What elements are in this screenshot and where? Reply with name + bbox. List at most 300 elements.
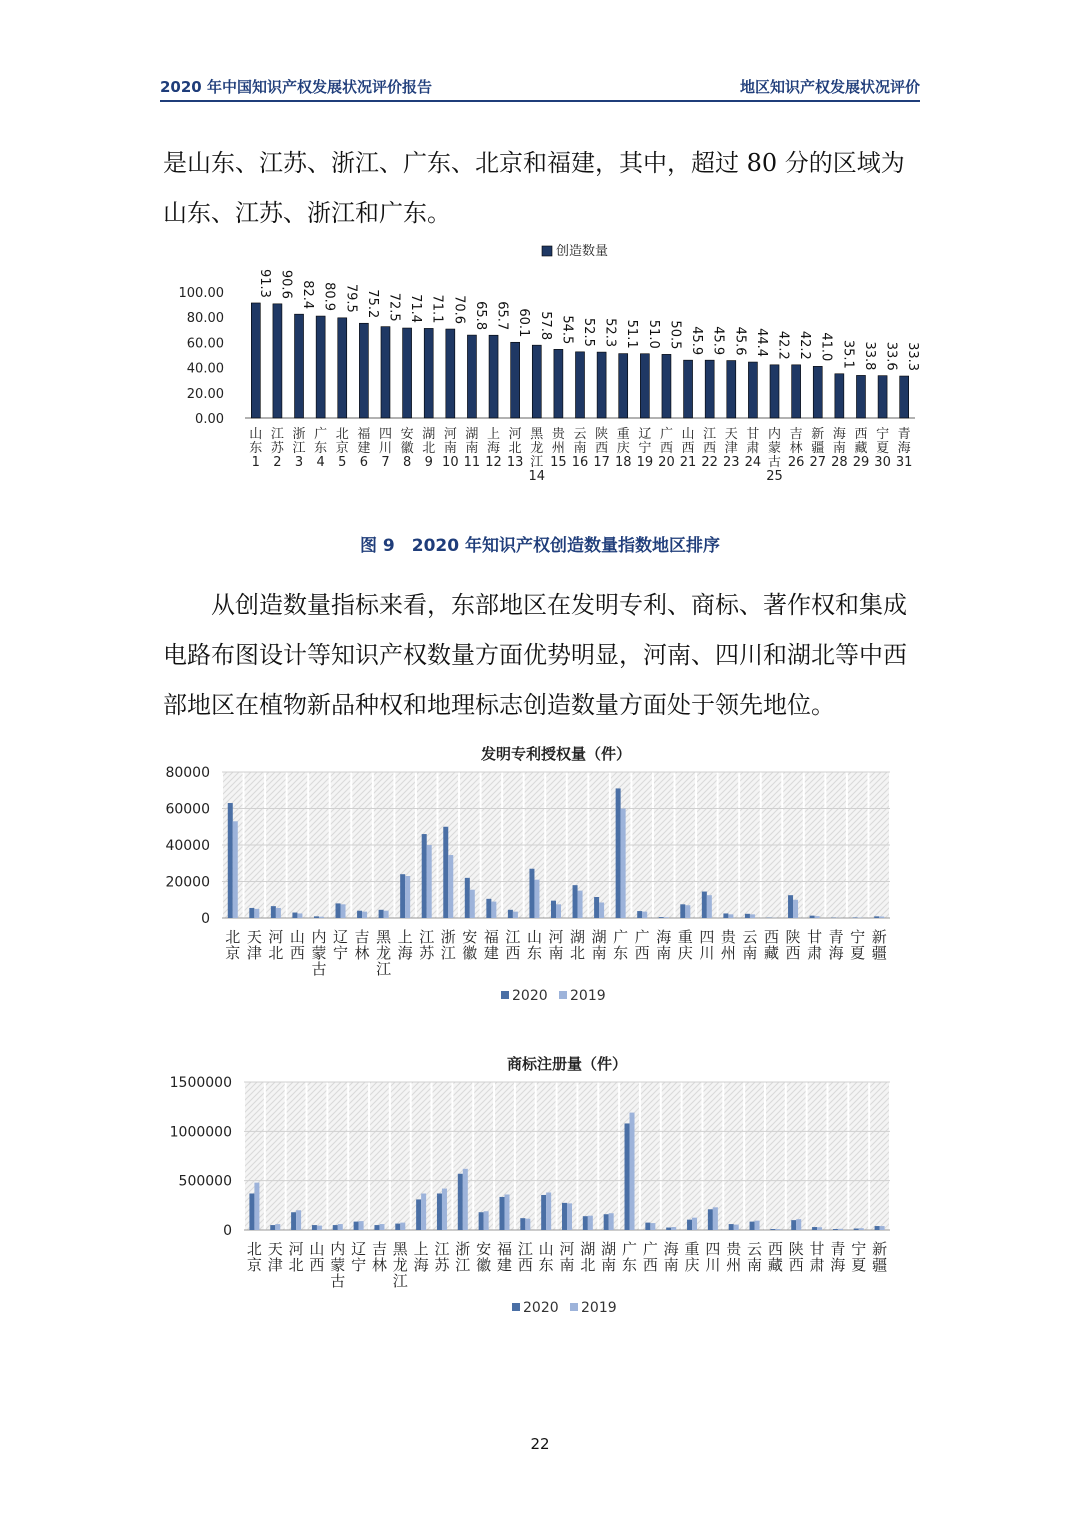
value-label: 65.7 xyxy=(494,301,510,331)
bar-2019 xyxy=(338,1224,343,1230)
bar-2019 xyxy=(621,809,626,919)
x-tick-label: 北京 xyxy=(246,1240,262,1274)
x-tick-label: 海南 28 xyxy=(831,427,848,470)
bar xyxy=(316,316,325,418)
value-label: 33.6 xyxy=(883,341,899,371)
header-report-title: 2020 年中国知识产权发展状况评价报告 xyxy=(160,78,432,96)
x-tick-label: 贵州 xyxy=(720,928,736,962)
value-label: 52.5 xyxy=(581,317,596,347)
bar-2020 xyxy=(680,904,685,918)
x-tick-label: 吉林 26 xyxy=(787,427,805,470)
bar-2020 xyxy=(659,917,664,918)
x-tick-label: 宁夏 xyxy=(850,928,866,962)
y-tick-label: 40.00 xyxy=(186,361,224,377)
y-tick-label: 80.00 xyxy=(186,311,224,327)
bar-2019 xyxy=(405,876,410,918)
bar-2020 xyxy=(594,897,599,918)
x-tick-label: 重庆 xyxy=(684,1240,700,1274)
bar-2020 xyxy=(551,901,556,918)
legend-swatch xyxy=(559,991,567,999)
x-tick-label: 天津 xyxy=(267,1240,283,1274)
y-tick-label: 20000 xyxy=(165,874,210,891)
x-tick-label: 青海 xyxy=(830,1240,846,1274)
bar xyxy=(467,335,476,418)
bar xyxy=(684,360,693,418)
x-tick-label: 山东 1 xyxy=(249,427,263,470)
bar-2019 xyxy=(362,912,367,918)
legend-label: 2020 xyxy=(523,1300,559,1316)
x-tick-label: 青海 xyxy=(828,928,844,962)
bar-2019 xyxy=(254,1183,259,1230)
bar-2019 xyxy=(484,1211,489,1230)
bar xyxy=(251,303,260,418)
bar-2020 xyxy=(354,1222,359,1230)
x-tick-label: 河南 xyxy=(559,1240,575,1274)
legend-swatch xyxy=(570,1303,578,1311)
x-tick-label: 福建 xyxy=(496,1240,512,1274)
y-tick-label: 80000 xyxy=(165,765,210,781)
bar-2019 xyxy=(463,1169,468,1230)
value-label: 90.6 xyxy=(278,269,294,299)
x-tick-label: 浙江 xyxy=(440,928,456,962)
grid-cell xyxy=(391,1082,410,1230)
x-tick-label: 广西 xyxy=(634,928,650,962)
bar-2019 xyxy=(319,917,324,918)
y-tick-label: 100.00 xyxy=(178,286,224,301)
x-tick-label: 天津 xyxy=(246,928,262,962)
value-label: 42.2 xyxy=(797,330,813,360)
bar-2019 xyxy=(859,1228,864,1230)
x-tick-label: 广东 4 xyxy=(314,427,328,470)
bar-2019 xyxy=(599,902,604,918)
bar-2020 xyxy=(666,1228,671,1230)
bar-2019 xyxy=(685,905,690,918)
legend-swatch xyxy=(542,246,552,256)
bar-2019 xyxy=(275,1224,280,1230)
bar xyxy=(662,354,671,418)
bar-2020 xyxy=(702,892,707,918)
x-tick-label: 新疆 xyxy=(872,1240,888,1274)
bar xyxy=(424,328,433,418)
x-tick-label: 福建 xyxy=(483,928,499,962)
x-tick-label: 山东 xyxy=(526,928,542,962)
x-tick-label: 山东 xyxy=(538,1240,554,1274)
grid-cell xyxy=(724,1082,743,1230)
bar-2020 xyxy=(520,1218,525,1230)
x-tick-label: 甘肃 xyxy=(807,928,823,962)
grid-cell xyxy=(516,1082,535,1230)
grid-cell xyxy=(349,1082,368,1230)
x-tick-label: 甘肃 xyxy=(809,1240,825,1274)
x-tick-label: 福建 6 xyxy=(357,427,371,470)
chart-title: 发明专利授权量（件） xyxy=(480,745,632,763)
x-tick-label: 内蒙古 xyxy=(311,928,327,978)
bar-2020 xyxy=(312,1225,317,1230)
x-tick-label: 内蒙古 xyxy=(330,1240,346,1290)
value-label: 60.1 xyxy=(516,308,532,338)
bar xyxy=(295,314,304,418)
x-tick-label: 辽宁 xyxy=(333,928,349,962)
x-tick-label: 辽宁 19 xyxy=(636,427,654,470)
bar-2019 xyxy=(297,913,302,918)
x-tick-label: 山西 21 xyxy=(679,427,697,470)
bar-2019 xyxy=(233,821,238,918)
bar-2020 xyxy=(395,1224,400,1230)
grid-cell xyxy=(766,1082,785,1230)
x-tick-label: 四川 xyxy=(699,928,715,962)
bar-2020 xyxy=(541,1195,546,1230)
bar-2020 xyxy=(422,834,427,918)
bar-2019 xyxy=(525,1219,530,1230)
x-tick-label: 上海 xyxy=(413,1240,429,1274)
bar-2019 xyxy=(400,1223,405,1230)
bar-2020 xyxy=(791,1220,796,1230)
bar-2020 xyxy=(357,911,362,918)
bar-2019 xyxy=(513,912,518,918)
bar-2019 xyxy=(815,916,820,918)
x-tick-label: 安徽 xyxy=(476,1240,492,1274)
x-tick-label: 新疆 xyxy=(871,928,887,962)
paragraph-2-text: 从创造数量指标来看，东部地区在发明专利、商标、著作权和集成电路布图设计等知识产权数量方面优势明显，河南、四川和湖北等中西部地区在植物新品种权和地理标志创造数量方面处于领先地位。 xyxy=(163,591,907,719)
x-tick-label: 西藏 xyxy=(767,1240,783,1274)
y-tick-label: 60.00 xyxy=(186,336,224,352)
bar-2020 xyxy=(270,1225,275,1230)
x-tick-label: 贵州 15 xyxy=(550,427,567,470)
value-label: 50.5 xyxy=(667,320,683,350)
bar xyxy=(619,354,628,418)
bar-2019 xyxy=(296,1210,301,1230)
bar-2020 xyxy=(374,1225,379,1230)
bar-2019 xyxy=(755,1221,760,1230)
bar-2019 xyxy=(750,914,755,918)
grid-cell xyxy=(745,1082,764,1230)
value-label: 45.6 xyxy=(732,326,748,356)
bar-2019 xyxy=(379,1224,384,1230)
x-tick-label: 河南 xyxy=(548,928,564,962)
bar-2019 xyxy=(546,1193,551,1230)
x-tick-label: 黑龙江 xyxy=(376,928,392,978)
value-label: 80.9 xyxy=(321,282,337,312)
x-tick-label: 湖北 9 xyxy=(422,427,436,470)
grid-cell xyxy=(578,1082,597,1230)
bar-2019 xyxy=(817,1227,822,1230)
bar-2020 xyxy=(854,1229,859,1230)
bar-2020 xyxy=(853,917,858,918)
creation-quantity-chart xyxy=(0,230,1080,525)
bar-2019 xyxy=(276,908,281,918)
header-section-title: 地区知识产权发展状况评价 xyxy=(739,78,920,96)
x-tick-label: 四川 xyxy=(705,1240,721,1274)
bar-2020 xyxy=(745,914,750,918)
x-tick-label: 湖北 xyxy=(580,1240,596,1274)
x-tick-label: 山西 xyxy=(309,1240,325,1274)
bar xyxy=(727,361,736,418)
x-tick-label: 北京 xyxy=(225,928,241,962)
grid-cell xyxy=(787,1082,806,1230)
bar-2020 xyxy=(788,895,793,918)
x-tick-label: 浙江 3 xyxy=(292,427,306,470)
bar-2020 xyxy=(379,910,384,918)
bar-2019 xyxy=(578,891,583,918)
bar-2020 xyxy=(437,1193,442,1230)
x-tick-label: 云南 16 xyxy=(571,427,589,470)
invention-patent-chart xyxy=(0,735,1080,1015)
value-label: 70.6 xyxy=(451,295,467,325)
x-tick-label: 河北 xyxy=(268,928,284,962)
x-tick-label: 吉林 xyxy=(371,1240,387,1274)
bar-2020 xyxy=(292,913,297,918)
value-label: 65.8 xyxy=(472,301,488,331)
y-tick-label: 0.00 xyxy=(195,412,224,427)
bar-2019 xyxy=(713,1207,718,1230)
y-tick-label: 60000 xyxy=(165,801,210,818)
grid-cell xyxy=(308,1082,327,1230)
grid-cell xyxy=(808,1082,827,1230)
x-tick-label: 上海 xyxy=(397,928,413,962)
grid-cell xyxy=(474,1082,493,1230)
bar-2019 xyxy=(427,845,432,918)
x-tick-label: 江苏 xyxy=(419,928,435,962)
bar xyxy=(770,365,779,418)
bar xyxy=(446,329,455,418)
x-tick-label: 云南 xyxy=(742,928,758,962)
x-tick-label: 广东 xyxy=(613,928,629,962)
y-tick-label: 0 xyxy=(201,911,210,927)
x-tick-label: 江苏 2 xyxy=(270,427,284,470)
bar-2019 xyxy=(879,917,884,918)
trademark-registration-chart xyxy=(0,1045,1080,1325)
x-tick-label: 陕西 17 xyxy=(593,427,610,470)
y-tick-label: 0 xyxy=(223,1223,232,1239)
x-tick-label: 浙江 xyxy=(455,1240,471,1274)
legend-swatch xyxy=(501,991,509,999)
y-tick-label: 1500000 xyxy=(169,1075,232,1091)
bar-2020 xyxy=(645,1223,650,1230)
bar xyxy=(576,352,585,418)
bar-2020 xyxy=(314,916,319,918)
x-tick-label: 湖南 xyxy=(601,1240,617,1274)
value-label: 44.4 xyxy=(753,328,769,358)
x-tick-label: 黑龙江 14 xyxy=(528,427,546,484)
bar-2019 xyxy=(796,1219,801,1230)
x-tick-label: 青海 31 xyxy=(895,427,913,470)
bar-2019 xyxy=(664,917,669,918)
bar-2019 xyxy=(384,911,389,918)
bar-2020 xyxy=(416,1199,421,1230)
value-label: 51.0 xyxy=(645,319,661,349)
x-tick-label: 安徽 xyxy=(462,928,478,962)
value-label: 35.1 xyxy=(840,339,856,369)
x-tick-label: 四川 7 xyxy=(378,427,392,470)
bar xyxy=(835,374,844,418)
grid-cell xyxy=(266,1082,285,1230)
value-label: 51.1 xyxy=(624,319,640,349)
bar-2019 xyxy=(317,1226,322,1230)
value-label: 71.4 xyxy=(408,294,424,324)
paragraph-2 xyxy=(163,580,923,730)
header-rule xyxy=(160,100,920,102)
bar xyxy=(381,327,390,418)
value-label: 33.8 xyxy=(861,341,877,371)
x-tick-label: 贵州 xyxy=(726,1240,742,1274)
x-tick-label: 重庆 18 xyxy=(614,427,632,470)
x-tick-label: 宁夏 30 xyxy=(874,427,891,470)
bar-2020 xyxy=(291,1212,296,1230)
bar-2019 xyxy=(880,1226,885,1230)
y-tick-label: 500000 xyxy=(178,1173,232,1190)
bar-2019 xyxy=(254,909,259,918)
bar-2019 xyxy=(421,1193,426,1230)
bar-2020 xyxy=(458,1174,463,1230)
bar-2019 xyxy=(609,1213,614,1230)
x-tick-label: 江西 22 xyxy=(701,427,718,470)
bar xyxy=(511,342,520,418)
value-label: 42.2 xyxy=(775,330,791,360)
grid-cell xyxy=(328,1082,347,1230)
bar-2020 xyxy=(729,1224,734,1230)
bar xyxy=(403,328,412,418)
bar-2019 xyxy=(650,1223,655,1230)
bar-2020 xyxy=(604,1214,609,1230)
bar-2020 xyxy=(810,916,815,918)
x-tick-label: 海南 xyxy=(656,928,672,962)
legend-label: 2019 xyxy=(581,1300,617,1316)
grid-cell xyxy=(870,1082,889,1230)
x-tick-label: 江苏 xyxy=(434,1240,450,1274)
bar xyxy=(554,349,563,418)
bar xyxy=(878,376,887,418)
x-tick-label: 吉林 xyxy=(354,928,370,962)
bar xyxy=(532,345,541,418)
value-label: 54.5 xyxy=(559,315,575,345)
bar-2020 xyxy=(336,903,341,918)
value-label: 45.9 xyxy=(710,326,726,356)
bar-2019 xyxy=(341,904,346,918)
bar xyxy=(748,362,757,418)
bar-2019 xyxy=(630,1113,635,1230)
x-tick-label: 河北 13 xyxy=(506,427,524,470)
grid-cell xyxy=(683,1082,702,1230)
value-label: 52.3 xyxy=(602,318,618,348)
value-label: 75.2 xyxy=(364,289,380,319)
x-tick-label: 河北 xyxy=(288,1240,304,1274)
x-tick-label: 黑龙江 xyxy=(392,1240,408,1290)
bar-2020 xyxy=(271,906,276,918)
bar-2020 xyxy=(723,913,728,918)
x-tick-label: 江西 xyxy=(505,928,521,962)
value-label: 57.8 xyxy=(537,311,553,341)
bar-2019 xyxy=(692,1218,697,1230)
bar-2020 xyxy=(770,1229,775,1230)
y-tick-label: 1000000 xyxy=(169,1124,232,1141)
legend-swatch xyxy=(512,1303,520,1311)
bar-2019 xyxy=(504,1194,509,1230)
x-tick-label: 广西 xyxy=(642,1240,658,1274)
bar-2020 xyxy=(400,874,405,918)
bar-2020 xyxy=(486,899,491,918)
bar-2020 xyxy=(833,1229,838,1230)
bar-2019 xyxy=(442,1189,447,1230)
bar-2020 xyxy=(616,788,621,918)
bar xyxy=(597,352,606,418)
legend-label: 2020 xyxy=(512,988,548,1004)
value-label: 71.1 xyxy=(429,294,445,324)
bar-2019 xyxy=(642,912,647,918)
x-tick-label: 江西 xyxy=(517,1240,533,1274)
grid-cell xyxy=(287,1082,306,1230)
x-tick-label: 山西 xyxy=(289,928,305,962)
bar-2019 xyxy=(470,890,475,918)
x-tick-label: 天津 23 xyxy=(723,427,740,470)
x-tick-label: 安徽 8 xyxy=(400,427,414,470)
y-tick-label: 20.00 xyxy=(186,386,224,402)
bar-2019 xyxy=(728,914,733,918)
bar-2019 xyxy=(359,1221,364,1230)
bar xyxy=(338,318,347,418)
grid-cell xyxy=(641,1082,660,1230)
bar xyxy=(273,304,282,418)
bar-2020 xyxy=(874,916,879,918)
bar-2019 xyxy=(556,904,561,918)
figure-caption: 图 9 2020 年知识产权创造数量指数地区排序 xyxy=(360,536,720,556)
bar-2019 xyxy=(671,1227,676,1230)
x-tick-label: 陕西 xyxy=(785,928,801,962)
x-tick-label: 广西 20 xyxy=(658,427,675,470)
bar-2020 xyxy=(508,910,513,918)
x-tick-label: 辽宁 xyxy=(351,1240,367,1274)
bar-2020 xyxy=(625,1123,630,1230)
x-tick-label: 上海 12 xyxy=(485,427,502,470)
bar-2020 xyxy=(499,1197,504,1230)
grid-cell xyxy=(370,1082,389,1230)
value-label: 82.4 xyxy=(300,280,316,310)
legend-label: 2019 xyxy=(570,988,606,1004)
grid-cell xyxy=(849,1082,868,1230)
legend-label: 创造数量 xyxy=(556,244,609,259)
x-tick-label: 湖北 xyxy=(570,928,586,962)
bar-2019 xyxy=(793,900,798,918)
bar-2019 xyxy=(567,1203,572,1230)
bar-2019 xyxy=(588,1216,593,1230)
bar-2020 xyxy=(708,1209,713,1230)
bar-2020 xyxy=(562,1203,567,1230)
bar xyxy=(856,375,865,418)
bar xyxy=(792,365,801,418)
value-label: 45.9 xyxy=(689,326,705,356)
bar-2020 xyxy=(583,1216,588,1230)
x-tick-label: 宁夏 xyxy=(851,1240,867,1274)
bar xyxy=(813,366,822,418)
bar-2020 xyxy=(249,908,254,918)
chart-title: 商标注册量（件） xyxy=(506,1055,628,1073)
paragraph-1: 是山东、江苏、浙江、广东、北京和福建，其中，超过 80 分的区域为山东、江苏、浙江和广东。 xyxy=(163,149,905,227)
value-label: 91.3 xyxy=(256,269,272,298)
x-tick-label: 广东 xyxy=(622,1240,638,1274)
x-tick-label: 湖南 xyxy=(591,928,607,962)
bar-2020 xyxy=(228,803,233,918)
bar-2020 xyxy=(875,1226,880,1230)
value-label: 72.5 xyxy=(386,292,402,322)
x-tick-label: 重庆 xyxy=(677,928,693,962)
bar-2019 xyxy=(734,1225,739,1230)
grid-cell xyxy=(828,1082,847,1230)
bar-2019 xyxy=(534,880,539,918)
bar-2020 xyxy=(637,911,642,918)
x-tick-label: 北京 5 xyxy=(335,427,349,470)
bar-2019 xyxy=(491,902,496,918)
bar-2020 xyxy=(573,885,578,918)
bar xyxy=(359,323,368,418)
